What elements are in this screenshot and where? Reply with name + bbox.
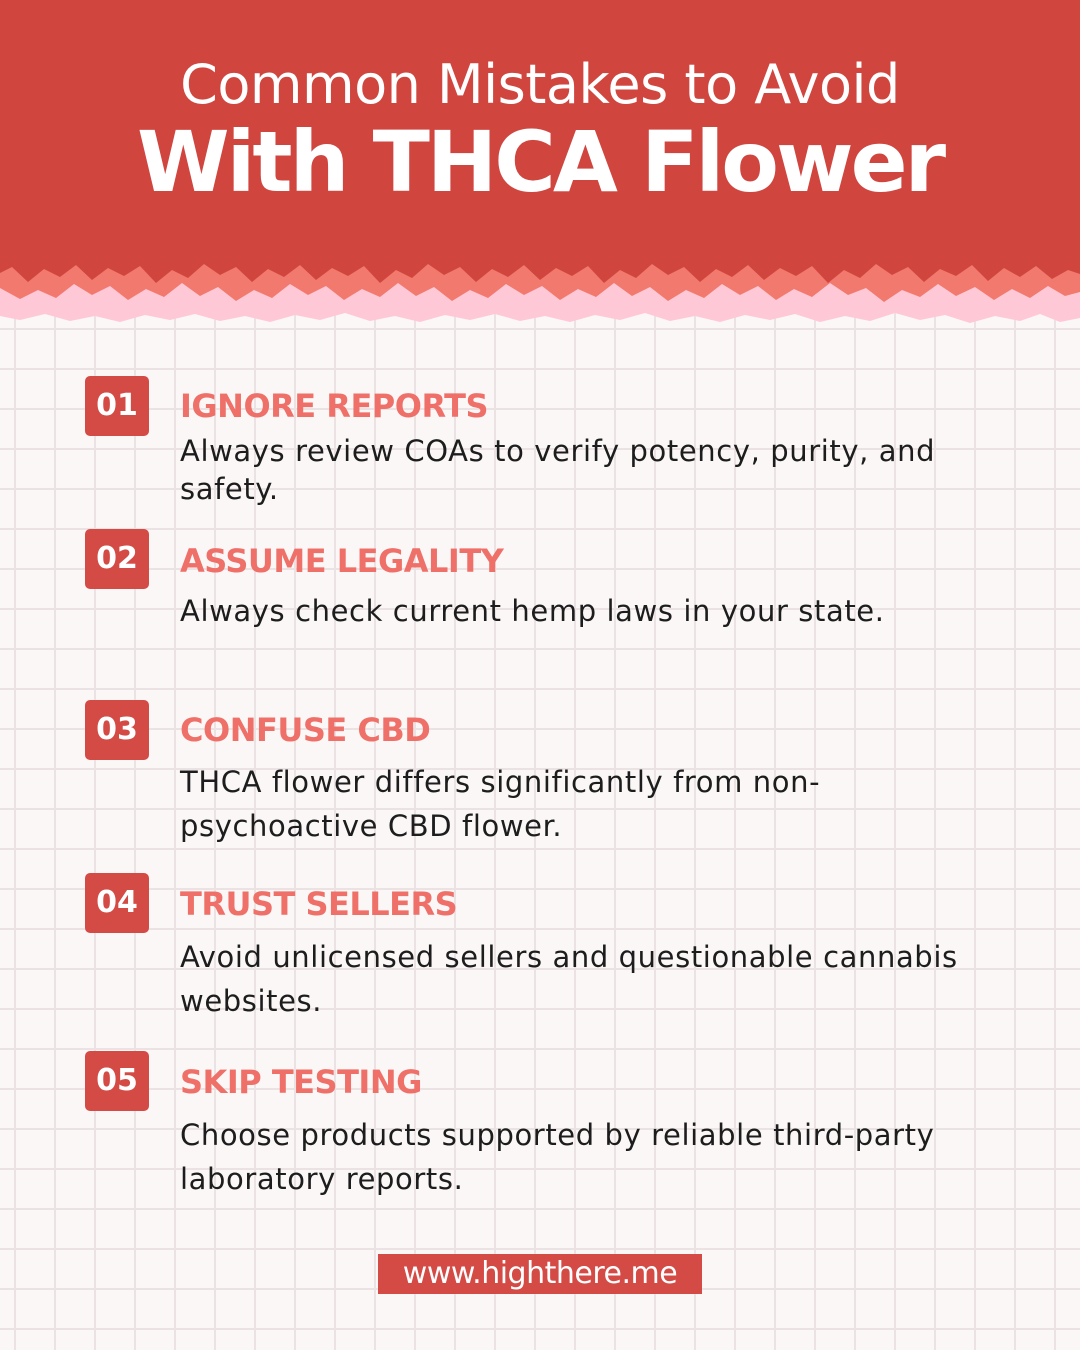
item-title: CONFUSE CBD: [180, 711, 431, 749]
number-badge: 03: [85, 700, 149, 760]
item-description: Choose products supported by reliable third-party laboratory reports.: [180, 1118, 935, 1196]
title-line-1: Common Mistakes to Avoid: [180, 53, 900, 116]
item-title: ASSUME LEGALITY: [180, 542, 504, 580]
website-url-link[interactable]: www.highthere.me: [378, 1254, 702, 1294]
item-title: SKIP TESTING: [180, 1063, 422, 1101]
item-description: THCA flower differs significantly from non-psychoactive CBD flower.: [180, 765, 821, 843]
number-badge: 04: [85, 873, 149, 933]
number-badge: 05: [85, 1051, 149, 1111]
number-badge: 01: [85, 376, 149, 436]
header-banner: [0, 0, 1080, 340]
title-line-2: With THCA Flower: [136, 113, 944, 211]
item-title: TRUST SELLERS: [180, 885, 458, 923]
number-badge: 02: [85, 529, 149, 589]
item-description: Always check current hemp laws in your state.: [180, 594, 885, 628]
item-description: Always review COAs to verify potency, purity, and safety.: [180, 434, 936, 506]
item-description: Avoid unlicensed sellers and questionable cannabis websites.: [180, 940, 958, 1018]
item-title: IGNORE REPORTS: [180, 387, 489, 425]
